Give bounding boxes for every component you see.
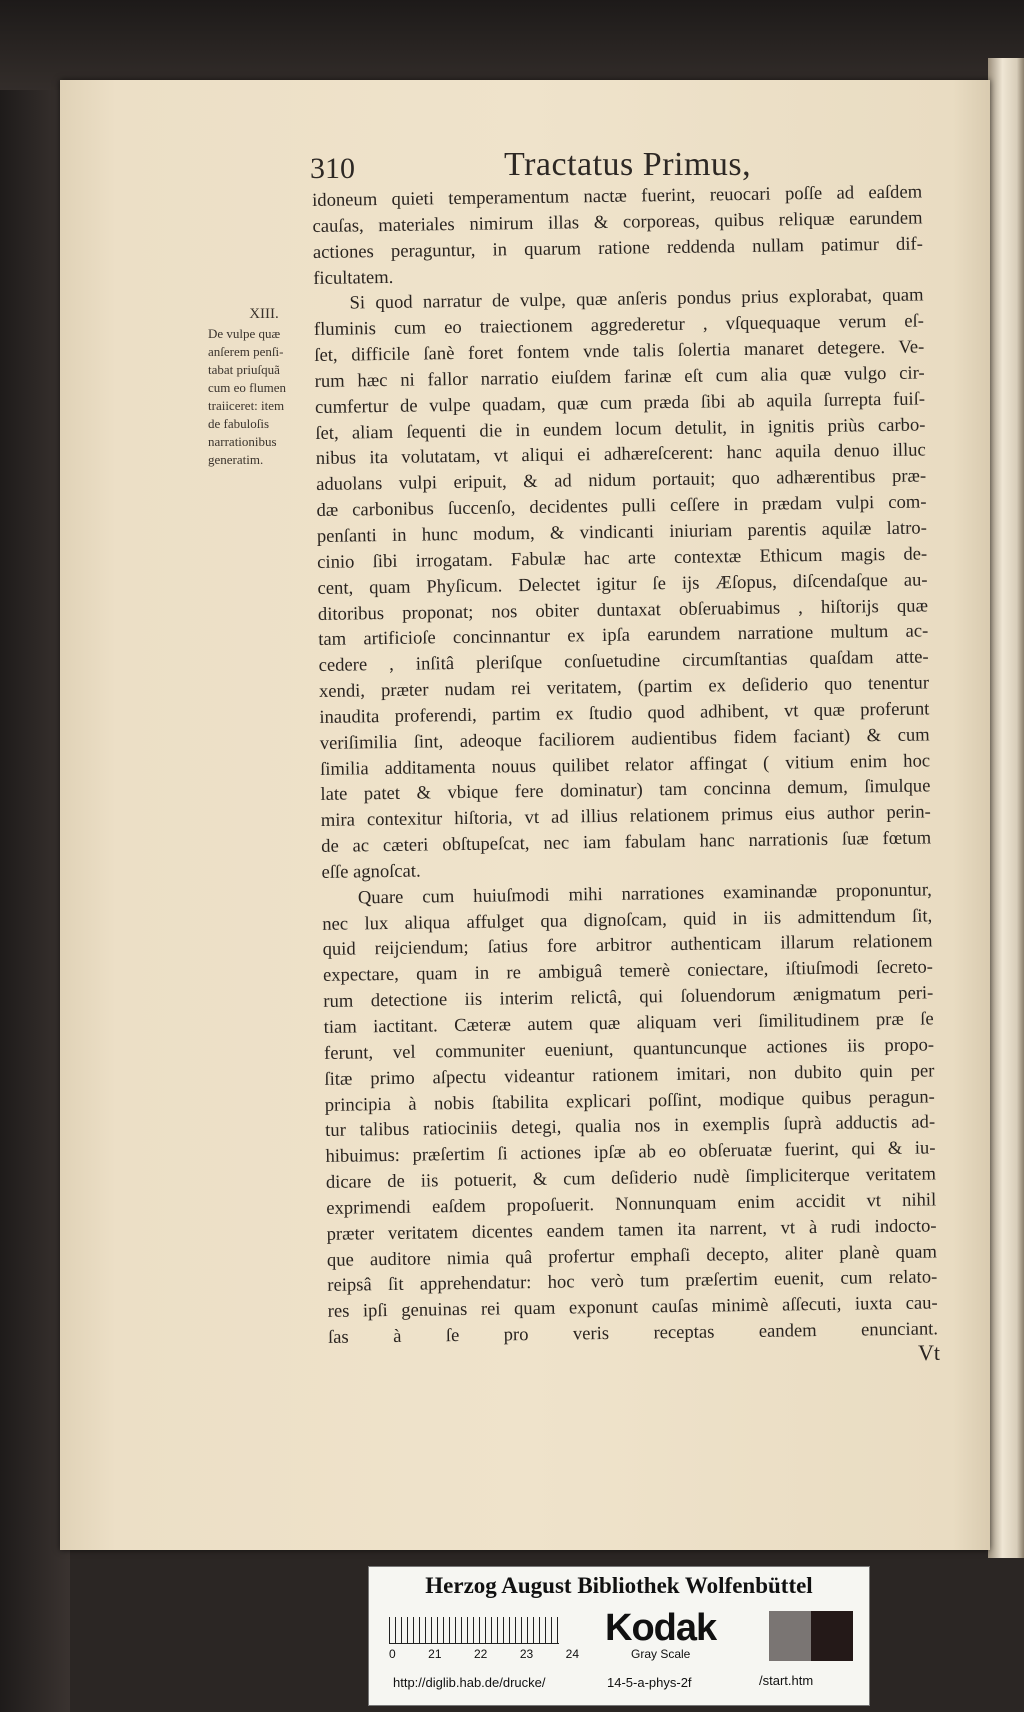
text-line: cent, quam Phyſicum. Delectet igitur ſe ijs Æſopus, diſcendaſque au-: [317, 569, 928, 599]
text-line: res ipſi genuinas rei quam exponunt cauſas minimè aſſecuti, iuxta cau-: [327, 1292, 938, 1323]
ruler-number: 24: [565, 1647, 579, 1661]
text-line: de ac cæteri obſtupeſcat, nec iam fabulam hanc narrationis ſuæ fœtum: [321, 827, 932, 858]
text-line: rum hæc ni fallor narratio eiuſdem farinæ eſt cum alia quæ vulgo cir-: [314, 362, 925, 392]
text-line: Quare cum huiuſmodi mihi narrationes examinandæ proponuntur,: [357, 879, 933, 909]
text-line: ſet, difficile ſanè foret fontem vnde talis ſolertia manaret detegere. Ve-: [314, 336, 925, 367]
text-line: penſanti in hunc modum, & vindicanti iniuriam parentis aquilæ latro-: [316, 517, 927, 547]
black-patch: [811, 1611, 853, 1661]
ruler: [389, 1617, 559, 1644]
text-line: idoneum quieti temperamentum nactæ fuerint, reuocari poſſe ad eaſdem: [312, 181, 923, 211]
text-line: que auditore nimia quâ profertur emphaſi decepto, aliter planè quam: [326, 1240, 938, 1271]
text-line: mira contexitur hiſtoria, vt ad illius relationem primus eius author perin-: [320, 801, 931, 832]
catchword: Vt: [918, 1340, 940, 1365]
library-url: http://diglib.hab.de/drucke/: [393, 1675, 546, 1690]
text-line: late patet & vbique fere dominatur) tam concinna demum, ſimulque: [320, 775, 931, 806]
text-line: eſſe agnoſcat.: [321, 860, 421, 883]
text-line: cedere , inſitâ pleriſque conſuetudine circumſtantias quaſdam atte-: [318, 646, 929, 677]
text-line: cinio ſibi irrogatam. Fabulæ hac arte contextæ Ethicum magis de-: [317, 543, 928, 573]
text-line: exprimendi eaſdem propoſuerit. Nonnunquam enim accidit vt nihil: [326, 1189, 937, 1219]
text-line: actiones peraguntur, in quarum ratione reddenda nullam patimur dif-: [312, 233, 923, 263]
marginal-line: traiiceret: item: [208, 398, 285, 413]
marginal-line: generatim.: [208, 452, 264, 467]
ruler-number: 23: [519, 1647, 534, 1661]
text-line: nec lux aliqua affulget qua dignoſcam, quid in iis admittendum ſit,: [322, 905, 933, 935]
text-line: dæ carbonibus ſuccenſo, decidentes pulli ceſſere in prædam vulpi com-: [316, 491, 927, 522]
ruler-numbers: [389, 1647, 579, 1661]
marginal-line: de fabuloſis: [208, 416, 270, 431]
text-line: quid reijciendum; ſatius fore arbitror authenticam illarum relationem: [322, 930, 933, 961]
text-line: cauſas, materiales nimirum illas & corporeas, quibus reliquæ earundem: [312, 207, 923, 237]
library-name: Herzog August Bibliothek Wolfenbüttel: [425, 1573, 813, 1598]
body-text: [312, 179, 938, 1350]
start-link: /start.htm: [759, 1673, 814, 1688]
scan-background-top: [0, 0, 1024, 90]
text-line: fluminis cum eo traiectionem aggrederetur , vſquequaque verum eſ-: [313, 310, 925, 341]
marginal-line: cum eo flumen: [208, 380, 286, 395]
text-line: ditoribus proponat; nos obiter duntaxat obſeruabimus , hiſtorijs quæ: [317, 594, 929, 625]
page-edge: [988, 58, 1024, 1558]
marginal-line: tabat priuſquã: [208, 362, 280, 377]
marginal-line: anſerem penſi-: [208, 344, 284, 359]
ruler-number: 21: [428, 1647, 442, 1661]
text-line: dicare de iis potuerit, & cum deſiderio nudè ſimpliciterque veritatem: [325, 1163, 936, 1193]
text-line: ſitæ primo aſpectu videantur rationem imitari, non dubito quin per: [324, 1060, 935, 1090]
text-line: ſimilia additamenta nouus quilibet relator affingat ( vitium enim hoc: [319, 749, 931, 780]
marginal-line: narrationibus: [208, 434, 277, 449]
text-line: tur talibus ratiociniis detegi, qualia nos in exemplis ſuprà adductis ad-: [325, 1111, 936, 1142]
text-line: nibus ita volutatam, vt aliqui ei adhæreſcerent: hanc aquila denuo illuc: [315, 439, 926, 470]
text-line: hibuimus: præſertim ſi actiones ipſæ ab eo obſeruatæ fuerint, qui & iu-: [325, 1137, 936, 1168]
text-line: expectare, quam in re ambiguâ temerè coniectare, iſtiuſmodi ſecreto-: [322, 956, 934, 987]
ruler-number: 22: [473, 1647, 488, 1661]
text-line: veriſimilia ſint, adeoque faciliorem audientibus fidem faciant) & cum: [319, 724, 930, 754]
gray-scale-label: Gray Scale: [631, 1647, 691, 1661]
text-line: tam artificioſe concinnantur ex ipſa earundem narratione multum ac-: [318, 620, 929, 651]
text-line: præter veritatem dicentes eandem tamen ita narrent, vt à rudi indocto-: [326, 1215, 937, 1245]
text-line: ferunt, vel communiter eueniunt, quantuncunque actiones iis propo-: [323, 1034, 935, 1064]
shelfmark: 14-5-a-phys-2f: [607, 1675, 692, 1690]
page-number: 310: [310, 152, 355, 185]
text-line: rum detectione iis interim relictâ, qui ſoluendorum ænigmatum peri-: [323, 982, 934, 1013]
gray-patch: [769, 1611, 811, 1661]
text-line: inaudita proferendi, partim ex ſtudio quod adhibent, vt quæ proferunt: [319, 698, 930, 728]
marginal-note: [208, 305, 320, 469]
text-line: ſas à ſe pro veris receptas eandem enunciant.: [327, 1318, 939, 1349]
ruler-number: 0: [389, 1647, 396, 1661]
text-line: cumfertur de vulpe quadam, quæ cum præda ſibi ab aquila ſurrepta fuiſ-: [314, 388, 926, 418]
text-line: aduolans vulpi eripuit, & ad nidum portauit; quo adhærentibus præ-: [315, 465, 927, 496]
text-line: principia à nobis ſtabilita explicari poſſint, modique quibus peragun-: [324, 1085, 935, 1116]
text-line: xendi, præter nudam rei veritatem, (partim ex deſiderio quo tenentur: [318, 672, 930, 702]
running-title: Tractatus Primus,: [504, 146, 752, 183]
marginal-line: De vulpe quæ: [208, 326, 281, 341]
kodak-logo: Kodak: [605, 1607, 717, 1649]
text-line: ficultatem.: [313, 266, 394, 289]
text-line: Si quod narratur de vulpe, quæ anſeris pondus prius explorabat, quam: [349, 284, 924, 314]
section-number: XIII.: [249, 306, 279, 322]
text-line: tiam iactitant. Cæteræ autem quæ aliquam veri ſimilitudinem præ ſe: [323, 1008, 934, 1038]
text-line: ſet, aliam ſequenti die in eundem locum detulit, in ignitis priùs carbo-: [315, 414, 926, 444]
library-strip: [368, 1566, 870, 1706]
text-line: reipsâ ſit apprehendatur: hoc verò tum præſertim euenit, cum relato-: [327, 1266, 938, 1297]
